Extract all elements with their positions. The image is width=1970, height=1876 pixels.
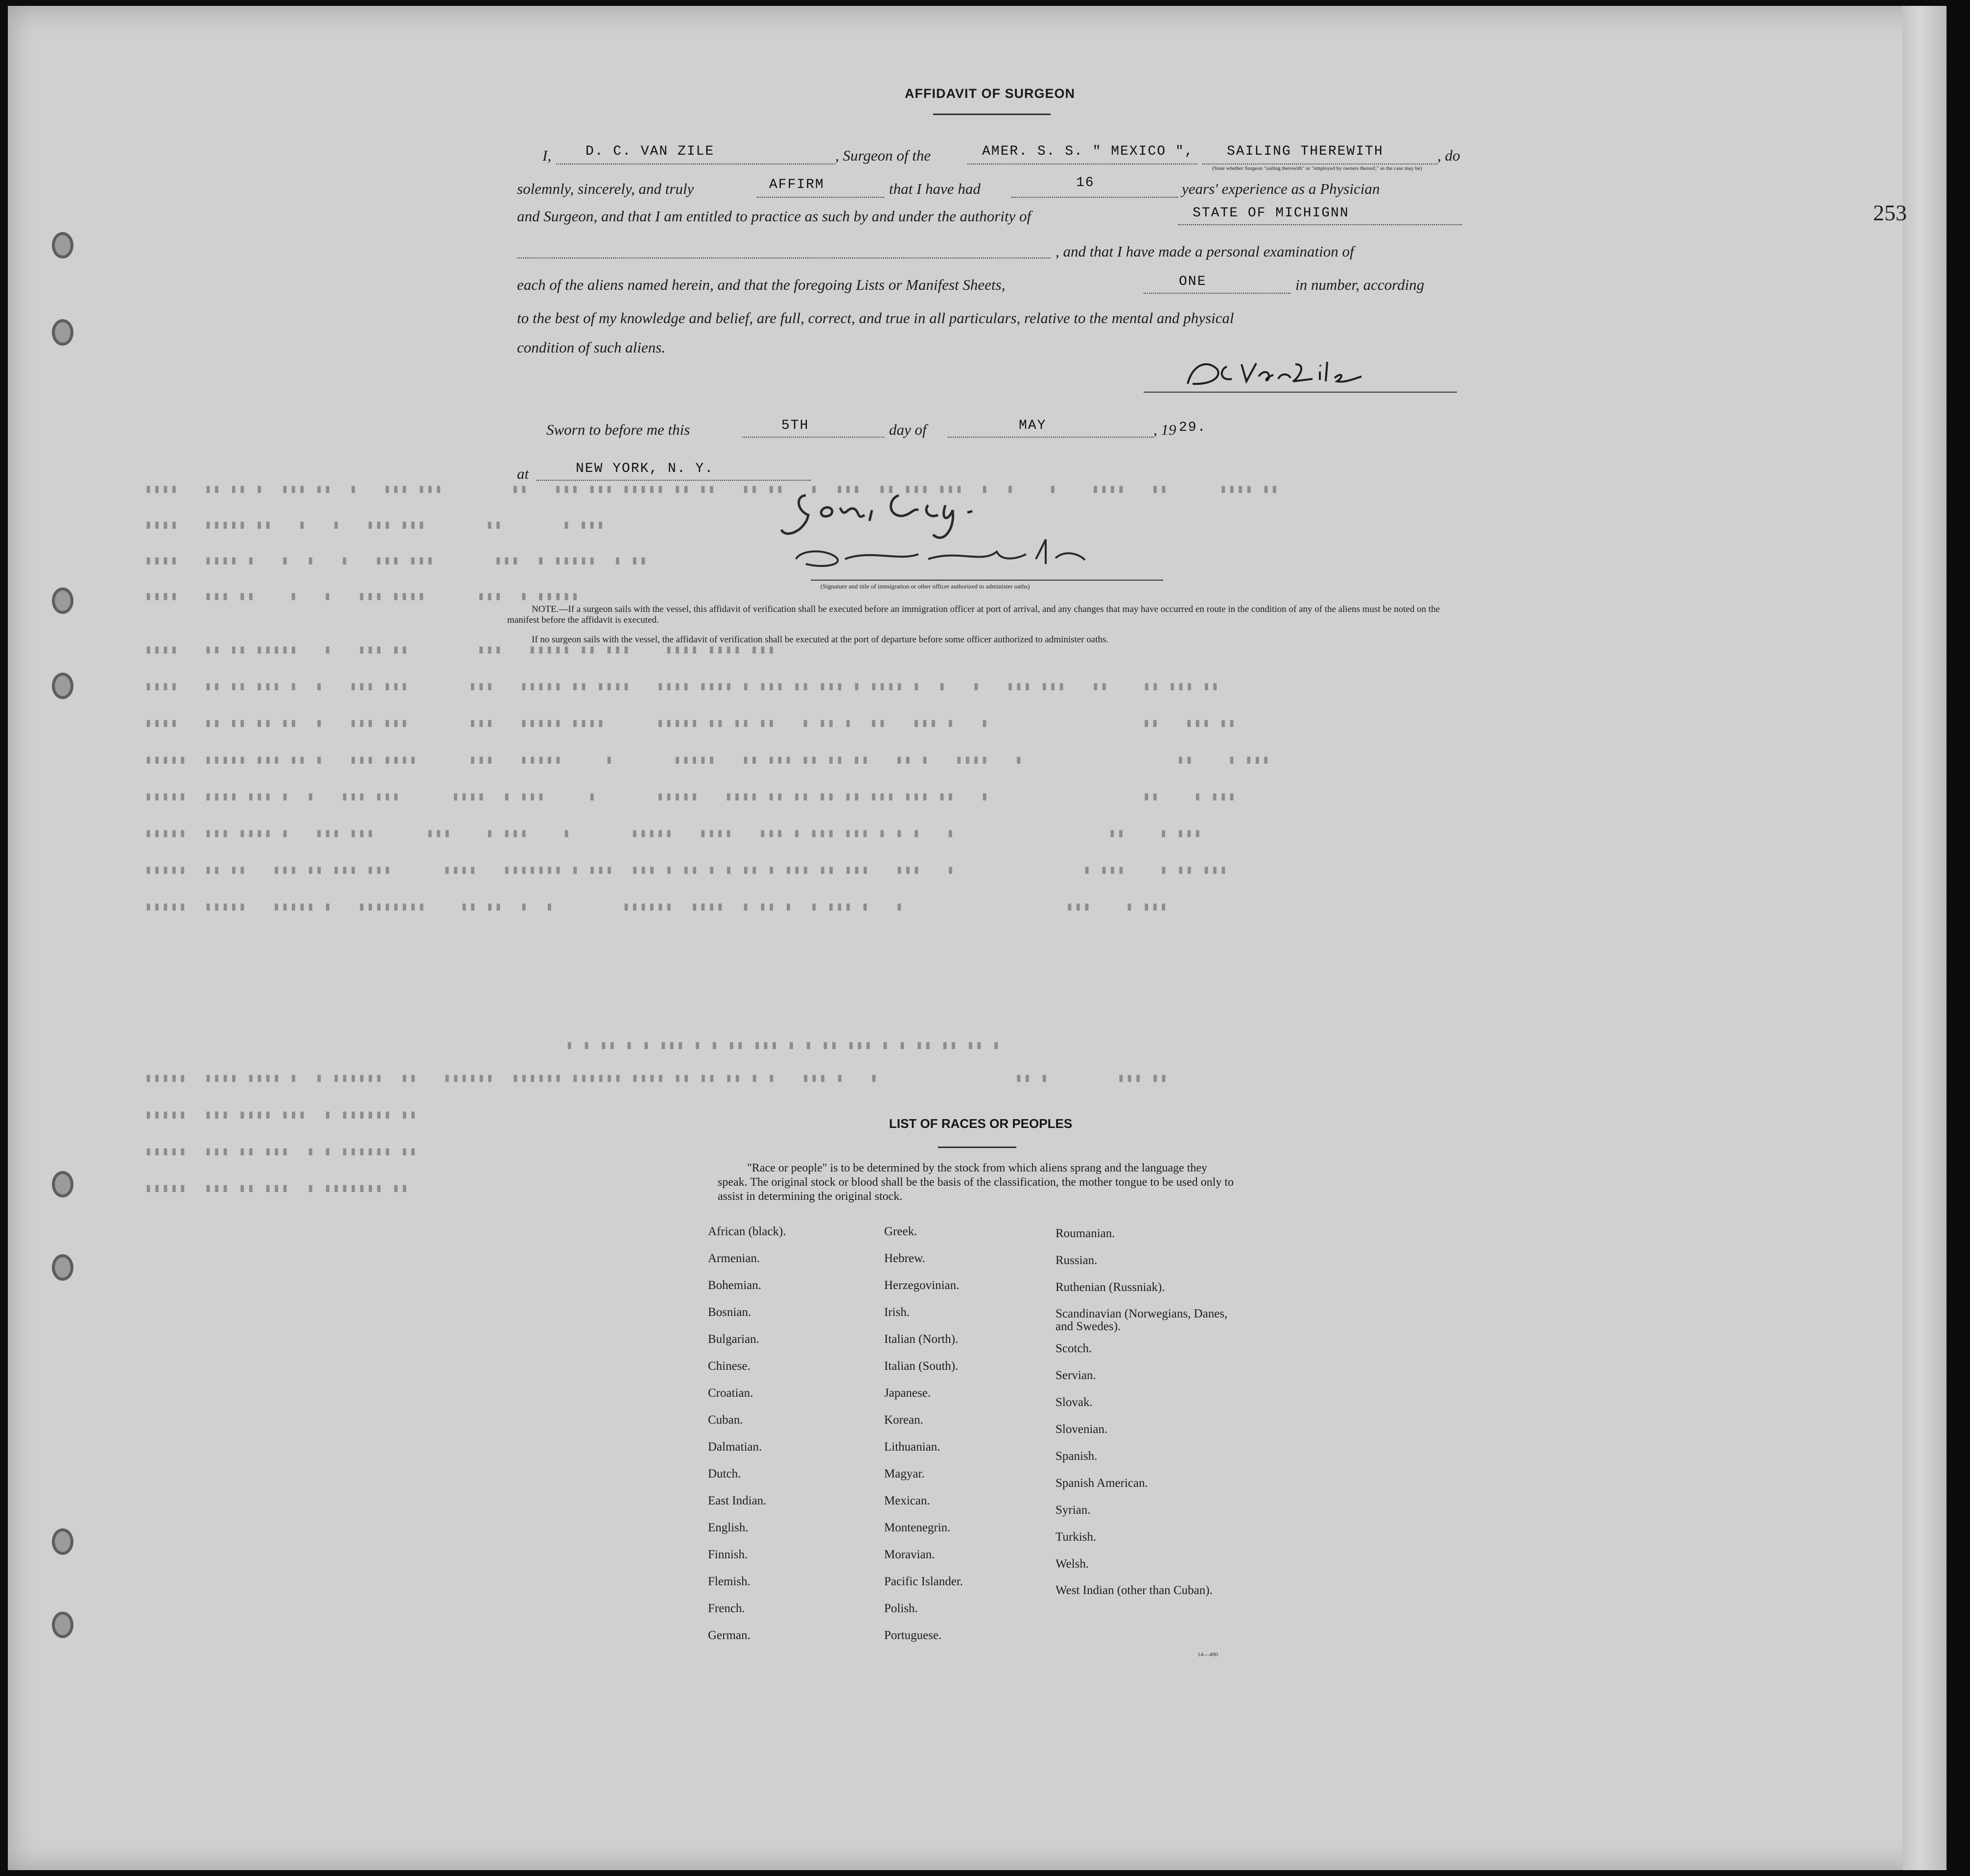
race-item: Moravian.: [884, 1548, 935, 1561]
race-item: Finnish.: [708, 1548, 748, 1561]
race-item: Croatian.: [708, 1386, 753, 1400]
day-of-label: day of: [889, 421, 927, 438]
condition-label: condition of such aliens.: [517, 339, 666, 356]
race-item: Spanish American.: [1055, 1477, 1148, 1490]
bleed-through-row: ▮▮▮▮▮ ▮▮▮ ▮▮▮▮ ▮▮▮ ▮ ▮▮▮▮▮▮ ▮▮: [145, 1109, 418, 1122]
signature-line: [1144, 392, 1457, 393]
official-signature-line: [811, 580, 1163, 581]
bleed-through-row: ▮▮▮▮ ▮▮▮ ▮▮ ▮ ▮ ▮▮▮ ▮▮▮▮ ▮▮▮ ▮ ▮▮▮▮▮: [145, 590, 580, 604]
sworn-place: NEW YORK, N. Y.: [576, 461, 714, 476]
race-item: Turkish.: [1055, 1530, 1097, 1544]
affirm-value: AFFIRM: [769, 177, 824, 192]
manifest-page: [8, 6, 1947, 1870]
race-item: African (black).: [708, 1225, 786, 1238]
note-surgeon-sails: NOTE.—If a surgeon sails with the vessel, this affidavit of verification shall be executed before an immigration officer at port of arrival, and any changes that may have occurred en route in the condition of any of the aliens must be noted on the manifest before the affidavit is executed.: [507, 604, 1440, 625]
races-column-1: [708, 1225, 786, 1656]
years-label: years' experience as a Physician: [1182, 180, 1380, 197]
authority-label: and Surgeon, and that I am entitled to practice as such by and under the authority of: [517, 208, 1032, 225]
bleed-through-row: ▮▮▮▮▮ ▮▮▮ ▮▮▮▮ ▮ ▮▮▮ ▮▮▮ ▮▮▮ ▮ ▮▮▮ ▮ ▮▮▮▮▮ ▮▮▮▮ ▮▮▮ ▮ ▮▮▮ ▮▮▮ ▮ ▮ ▮ ▮ ▮▮ ▮ ▮▮▮: [145, 827, 1203, 841]
bleed-through-row: ▮▮▮▮▮ ▮▮ ▮▮ ▮▮▮ ▮▮ ▮▮▮ ▮▮▮ ▮▮▮▮ ▮▮▮▮▮▮▮ ▮ ▮▮▮ ▮▮▮ ▮ ▮▮ ▮ ▮ ▮▮ ▮ ▮▮▮ ▮▮ ▮▮▮ ▮▮▮ ▮ ▮ ▮▮▮ ▮ ▮▮ ▮▮▮: [145, 864, 1229, 877]
race-item: West Indian (other than Cuban).: [1055, 1584, 1213, 1597]
official-signature: [772, 476, 1124, 584]
race-item: Syrian.: [1055, 1503, 1091, 1517]
races-title: LIST OF RACES OR PEOPLES: [889, 1116, 1073, 1131]
bleed-through-row: ▮ ▮ ▮▮ ▮ ▮ ▮▮▮ ▮ ▮ ▮▮ ▮▮▮ ▮ ▮ ▮▮ ▮▮▮ ▮ ▮ ▮▮ ▮▮ ▮▮ ▮: [566, 1039, 1002, 1053]
blank-line: [537, 480, 811, 481]
race-item: East Indian.: [708, 1494, 767, 1507]
sworn-day: 5TH: [781, 418, 809, 433]
bleed-through-row: ▮▮▮▮▮ ▮▮▮▮ ▮▮▮ ▮ ▮ ▮▮▮ ▮▮▮ ▮▮▮▮ ▮ ▮▮▮ ▮ ▮▮▮▮▮ ▮▮▮▮ ▮▮ ▮▮ ▮▮ ▮▮ ▮▮▮ ▮▮▮ ▮▮ ▮ ▮▮ ▮ ▮▮▮: [145, 791, 1237, 804]
race-item: Magyar.: [884, 1467, 925, 1480]
binder-hole: [52, 587, 73, 614]
race-item: Polish.: [884, 1602, 918, 1615]
race-item: Roumanian.: [1055, 1227, 1115, 1240]
race-item: Pacific Islander.: [884, 1575, 963, 1588]
surgeon-signature: [1173, 354, 1379, 394]
bleed-through-row: ▮▮▮▮▮ ▮▮▮▮ ▮▮▮▮ ▮ ▮ ▮▮▮▮▮▮ ▮▮ ▮▮▮▮▮▮ ▮▮▮▮▮▮ ▮▮▮▮▮▮ ▮▮▮▮ ▮▮ ▮▮ ▮▮ ▮ ▮ ▮▮▮ ▮ ▮ ▮▮ ▮ ▮▮▮ ▮▮: [145, 1072, 1169, 1085]
blank-line: [948, 437, 1153, 438]
official-signature-caption: (Signature and title of immigration or other officer authorized to administer oaths): [821, 583, 1030, 590]
surgeon-name: D. C. VAN ZILE: [586, 144, 715, 159]
race-item: Chinese.: [708, 1360, 750, 1373]
race-item: Bulgarian.: [708, 1333, 759, 1346]
i-label: I,: [542, 147, 552, 164]
binder-hole: [52, 319, 73, 346]
year-suffix: 29.: [1179, 420, 1207, 435]
bleed-through-row: ▮▮▮▮ ▮▮ ▮▮ ▮ ▮▮▮ ▮▮ ▮ ▮▮▮ ▮▮▮ ▮▮ ▮▮▮ ▮▮▮ ▮▮▮▮▮ ▮▮ ▮▮ ▮▮ ▮▮ ▮ ▮▮▮ ▮▮ ▮▮▮ ▮▮▮ ▮ ▮ ▮ ▮▮▮▮ ▮▮ ▮▮▮▮ ▮▮: [145, 483, 1280, 496]
race-item: Portuguese.: [884, 1629, 942, 1642]
bleed-through-row: ▮▮▮▮▮ ▮▮▮ ▮▮ ▮▮▮ ▮ ▮▮▮▮▮▮▮ ▮▮: [145, 1182, 410, 1196]
races-title-rule: [938, 1147, 1016, 1148]
bleed-through-row: ▮▮▮▮▮ ▮▮▮ ▮▮ ▮▮▮ ▮ ▮ ▮▮▮▮▮▮ ▮▮: [145, 1146, 418, 1159]
race-item: Slovak.: [1055, 1396, 1093, 1409]
race-item: German.: [708, 1629, 750, 1642]
race-item: Bosnian.: [708, 1306, 751, 1319]
race-item: Ruthenian (Russniak).: [1055, 1281, 1165, 1294]
bleed-through-row: ▮▮▮▮▮ ▮▮▮▮▮ ▮▮▮▮▮ ▮ ▮▮▮▮▮▮▮▮ ▮▮ ▮▮ ▮ ▮ ▮▮▮▮▮▮ ▮▮▮▮ ▮ ▮▮ ▮ ▮ ▮▮▮ ▮ ▮ ▮▮▮ ▮ ▮▮▮: [145, 901, 1169, 914]
blank-line: [1011, 197, 1178, 198]
races-column-2: [884, 1225, 963, 1656]
bleed-through-row: ▮▮▮▮ ▮▮ ▮▮ ▮▮▮▮▮ ▮ ▮▮▮ ▮▮ ▮▮▮ ▮▮▮▮▮ ▮▮ ▮▮▮ ▮▮▮▮ ▮▮▮▮ ▮▮▮: [145, 644, 776, 657]
race-item: Armenian.: [708, 1252, 760, 1265]
race-item: Japanese.: [884, 1386, 931, 1400]
binder-hole: [52, 1612, 73, 1638]
races-intro: "Race or people" is to be determined by the stock from which aliens sprang and the language they speak. The original stock or blood shall be the basis of the classification, the mother tongue to be used only to assist in determining the original stock.: [718, 1162, 1234, 1203]
race-item: Herzegovinian.: [884, 1279, 960, 1292]
bleed-through-row: ▮▮▮▮ ▮▮ ▮▮ ▮▮ ▮▮ ▮ ▮▮▮ ▮▮▮ ▮▮▮ ▮▮▮▮▮ ▮▮▮▮ ▮▮▮▮▮ ▮▮ ▮▮ ▮▮ ▮ ▮▮ ▮ ▮▮ ▮▮▮ ▮ ▮ ▮▮ ▮▮▮ ▮▮: [145, 717, 1237, 730]
sworn-label: Sworn to before me this: [546, 421, 690, 438]
surgeon-of-label: , Surgeon of the: [835, 147, 931, 164]
blank-line: [757, 197, 884, 198]
blank-line: [1144, 293, 1290, 294]
page-number: 253: [1873, 200, 1907, 225]
binder-hole: [52, 673, 73, 699]
race-item: Irish.: [884, 1306, 910, 1319]
manifest-sheets-label: each of the aliens named herein, and that the foregoing Lists or Manifest Sheets,: [517, 276, 1006, 293]
race-item: Montenegrin.: [884, 1521, 951, 1534]
belief-label: to the best of my knowledge and belief, are full, correct, and true in all particulars, relative to the mental and physical: [517, 309, 1234, 327]
race-item: Lithuanian.: [884, 1440, 940, 1454]
sheets-value: ONE: [1179, 274, 1207, 289]
race-item: English.: [708, 1521, 749, 1534]
solemnly-label: solemnly, sincerely, and truly: [517, 180, 694, 197]
number-label: in number, according: [1295, 276, 1425, 293]
race-item: Korean.: [884, 1413, 923, 1427]
that-had-label: that I have had: [889, 180, 981, 197]
bleed-through-row: ▮▮▮▮ ▮▮▮▮▮ ▮▮ ▮ ▮ ▮▮▮ ▮▮▮ ▮▮ ▮ ▮▮▮: [145, 519, 606, 532]
races-column-3: [1055, 1227, 1232, 1618]
binder-hole: [52, 1528, 73, 1555]
sailing-status: SAILING THEREWITH: [1227, 144, 1384, 159]
authority-value: STATE OF MICHIGNN: [1193, 206, 1349, 221]
race-item: Russian.: [1055, 1254, 1098, 1267]
form-code: 14—480: [1197, 1651, 1218, 1658]
affidavit-title: AFFIDAVIT OF SURGEON: [905, 86, 1075, 101]
at-label: at: [517, 465, 529, 482]
vessel-name: AMER. S. S. " MEXICO ",: [982, 144, 1194, 159]
sworn-month: MAY: [1019, 418, 1047, 433]
race-item: Slovenian.: [1055, 1423, 1108, 1436]
race-item: Cuban.: [708, 1413, 743, 1427]
note-no-surgeon: If no surgeon sails with the vessel, the affidavit of verification shall be executed at the port of departure before some officer authorized to administer oaths.: [532, 634, 1109, 645]
bleed-through-row: ▮▮▮▮ ▮▮ ▮▮ ▮▮▮ ▮ ▮ ▮▮▮ ▮▮▮ ▮▮▮ ▮▮▮▮▮ ▮▮ ▮▮▮▮ ▮▮▮▮ ▮▮▮▮ ▮ ▮▮▮ ▮▮ ▮▮▮ ▮ ▮▮▮▮ ▮ ▮ ▮ ▮▮▮ ▮▮▮ ▮▮ ▮▮ ▮▮▮ ▮▮: [145, 680, 1220, 694]
bleed-through-row: ▮▮▮▮ ▮▮▮▮ ▮ ▮ ▮ ▮ ▮▮▮ ▮▮▮ ▮▮▮ ▮ ▮▮▮▮▮ ▮ ▮▮: [145, 555, 649, 568]
race-item: Greek.: [884, 1225, 917, 1238]
title-rule: [933, 114, 1051, 115]
race-item: Mexican.: [884, 1494, 930, 1507]
binder-hole: [52, 1171, 73, 1197]
years-value: 16: [1076, 175, 1095, 190]
examination-label: , and that I have made a personal examination of: [1055, 243, 1354, 260]
race-item: Welsh.: [1055, 1557, 1089, 1571]
race-item: Servian.: [1055, 1369, 1096, 1382]
race-item: Scotch.: [1055, 1342, 1092, 1355]
race-item: Dalmatian.: [708, 1440, 762, 1454]
race-item: Bohemian.: [708, 1279, 762, 1292]
blank-line: [1178, 224, 1462, 225]
do-label: , do: [1437, 147, 1460, 164]
race-item: Italian (South).: [884, 1360, 959, 1373]
race-item: Spanish.: [1055, 1450, 1098, 1463]
race-item: Italian (North).: [884, 1333, 959, 1346]
race-item: French.: [708, 1602, 745, 1615]
race-item: Dutch.: [708, 1467, 741, 1480]
page-edge: [1902, 6, 1947, 1870]
blank-line: [742, 437, 884, 438]
race-item: Hebrew.: [884, 1252, 925, 1265]
binder-hole: [52, 1254, 73, 1281]
binder-hole: [52, 232, 73, 258]
race-item: Scandinavian (Norwegians, Danes, and Swedes).: [1055, 1307, 1228, 1333]
year-prefix: , 19: [1153, 421, 1176, 438]
race-item: Flemish.: [708, 1575, 750, 1588]
bleed-through-row: ▮▮▮▮▮ ▮▮▮▮▮ ▮▮▮ ▮▮ ▮ ▮▮▮ ▮▮▮▮ ▮▮▮ ▮▮▮▮▮ ▮ ▮▮▮▮▮ ▮▮ ▮▮▮ ▮▮ ▮▮ ▮▮ ▮▮ ▮ ▮▮▮▮ ▮ ▮▮ ▮ ▮▮▮: [145, 754, 1271, 767]
sailing-note: (State whether Surgeon "sailing therewith" or "employed by owners thereof," as the case may be): [1212, 165, 1422, 171]
